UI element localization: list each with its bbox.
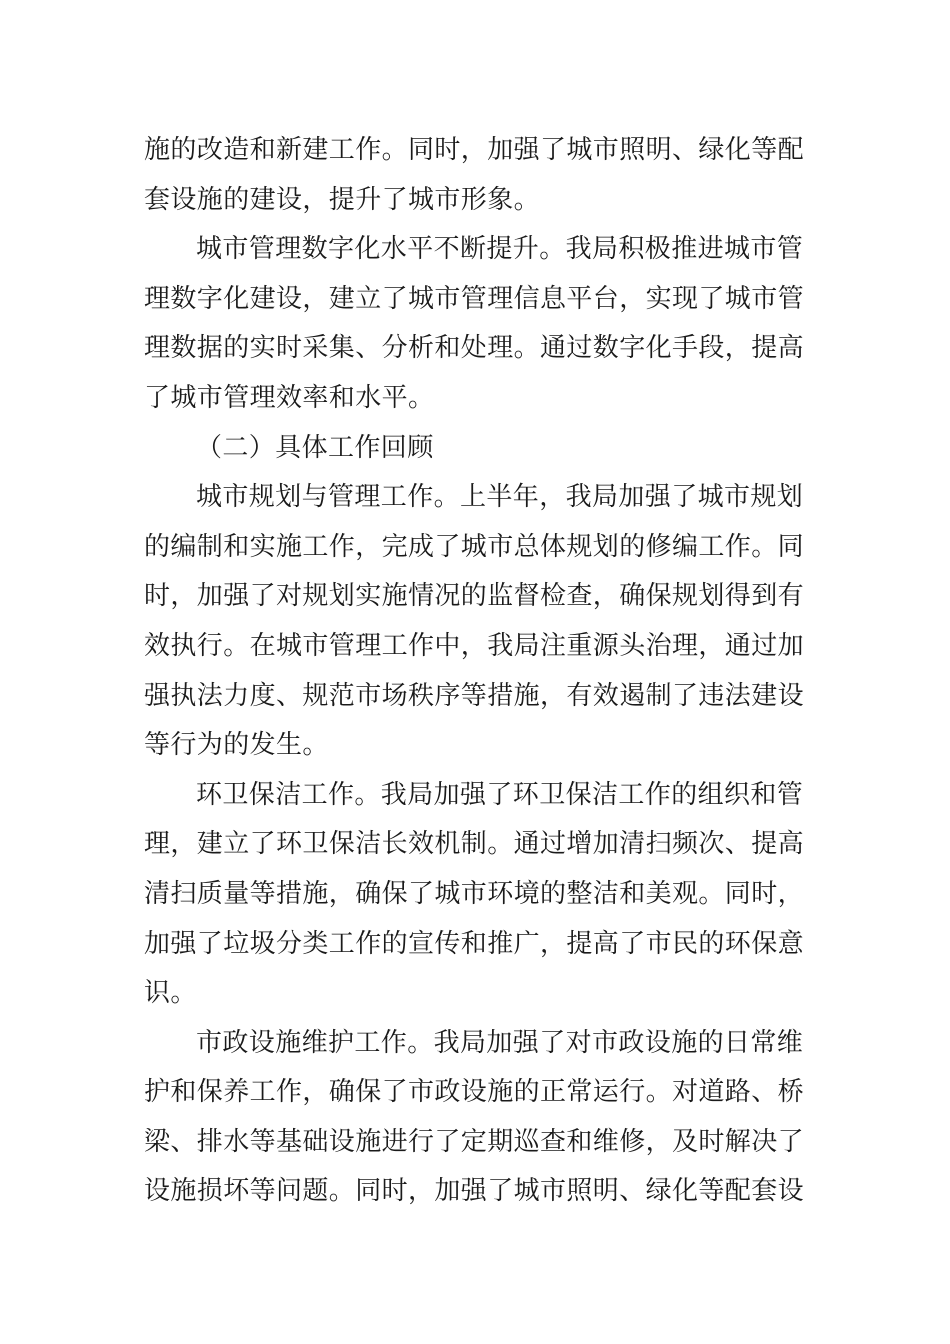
text-line: 加强了垃圾分类工作的宣传和推广，提高了市民的环保意 [144, 928, 805, 959]
text-line: 效执行。在城市管理工作中，我局注重源头治理，通过加 [144, 630, 805, 661]
text-line: 施的改造和新建工作。同时，加强了城市照明、绿化等配 [144, 135, 805, 165]
paragraph-start: 城市规划与管理工作。上半年，我局加强了城市规划 [196, 482, 804, 513]
text-line: 理数字化建设，建立了城市管理信息平台，实现了城市管 [144, 283, 805, 314]
text-line: 等行为的发生。 [144, 730, 329, 761]
text-line: 设施损坏等问题。同时，加强了城市照明、绿化等配套设 [144, 1176, 805, 1207]
text-line: 了城市管理效率和水平。 [144, 382, 435, 413]
text-line: 护和保养工作，确保了市政设施的正常运行。对道路、桥 [144, 1077, 805, 1108]
text-line: 的编制和实施工作，完成了城市总体规划的修编工作。同 [144, 531, 805, 562]
text-line: 理，建立了环卫保洁长效机制。通过增加清扫频次、提高 [144, 829, 805, 860]
text-line: 理数据的实时采集、分析和处理。通过数字化手段，提高 [144, 333, 805, 364]
text-line: 清扫质量等措施，确保了城市环境的整洁和美观。同时， [144, 878, 805, 909]
text-line: 梁、排水等基础设施进行了定期巡查和维修，及时解决了 [144, 1126, 805, 1157]
section-heading: （二）具体工作回顾 [196, 432, 434, 463]
text-line: 时，加强了对规划实施情况的监督检查，确保规划得到有 [144, 581, 805, 612]
paragraph-start: 市政设施维护工作。我局加强了对市政设施的日常维 [196, 1027, 804, 1058]
body-text [144, 126, 814, 1217]
text-line: 识。 [144, 978, 197, 1009]
text-line: 强执法力度、规范市场秩序等措施，有效遏制了违法建设 [144, 680, 805, 711]
paragraph-start: 城市管理数字化水平不断提升。我局积极推进城市管 [196, 234, 804, 265]
paragraph-start: 环卫保洁工作。我局加强了环卫保洁工作的组织和管 [196, 779, 804, 810]
text-line: 套设施的建设，提升了城市形象。 [144, 184, 541, 215]
